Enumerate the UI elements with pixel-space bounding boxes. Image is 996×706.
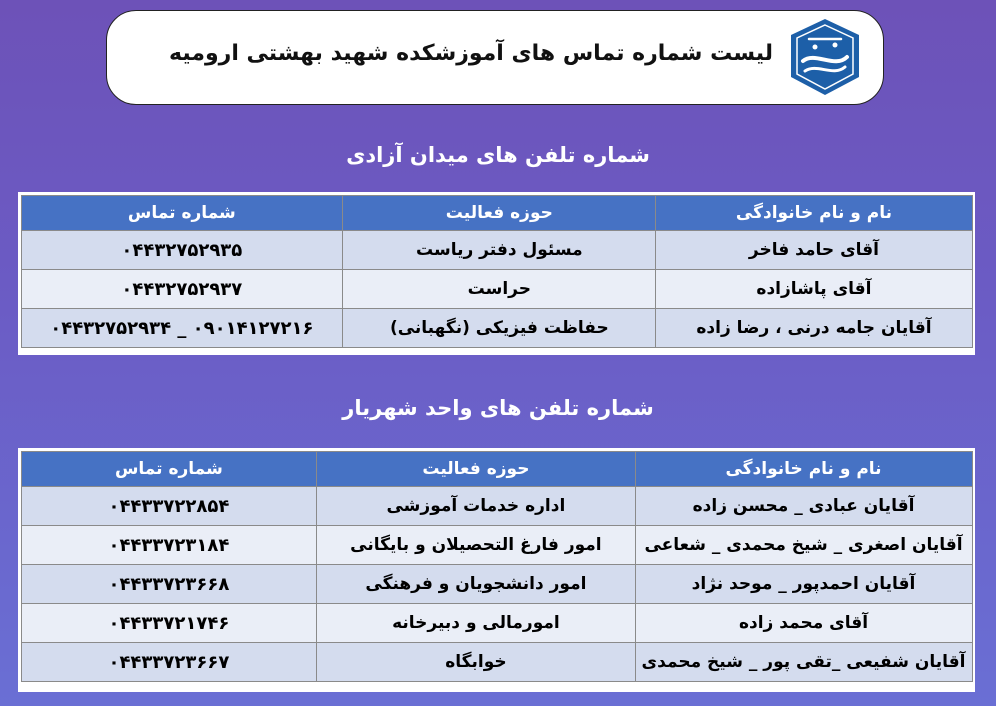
column-header-phone: شماره تماس (21, 196, 343, 231)
column-header-role: حوزه فعالیت (343, 196, 656, 231)
cell-phone: ۰۴۴۳۳۷۲۳۱۸۴ (21, 526, 317, 565)
table-row (21, 231, 972, 270)
column-header-phone: شماره تماس (21, 452, 317, 487)
cell-phone: ۰۴۴۳۳۷۲۲۸۵۴ (21, 487, 317, 526)
column-header-role: حوزه فعالیت (317, 452, 635, 487)
table-header-row (21, 196, 972, 231)
contacts-table-shahriar (21, 451, 973, 682)
cell-role: حراست (343, 270, 656, 309)
title-banner (106, 10, 884, 105)
university-logo-icon (785, 17, 865, 97)
cell-role: امور دانشجویان و فرهنگی (317, 565, 635, 604)
cell-role: امورمالی و دبیرخانه (317, 604, 635, 643)
cell-name: آقای حامد فاخر (656, 231, 972, 270)
cell-name: آقایان احمدپور _ موحد نژاد (635, 565, 972, 604)
cell-name: آقای پاشازاده (656, 270, 972, 309)
cell-name: آقایان جامه درنی ، رضا زاده (656, 309, 972, 348)
column-header-name: نام و نام خانوادگی (656, 196, 972, 231)
section-title-shahriar: شماره تلفن های واحد شهریار (342, 396, 654, 420)
cell-phone: ۰۹۰۱۴۱۲۷۲۱۶ _ ۰۴۴۳۲۷۵۲۹۳۴ (21, 309, 343, 348)
table-row (21, 565, 972, 604)
cell-role: مسئول دفتر ریاست (343, 231, 656, 270)
cell-phone: ۰۴۴۳۲۷۵۲۹۳۵ (21, 231, 343, 270)
cell-role: حفاظت فیزیکی (نگهبانی) (343, 309, 656, 348)
table-header-row (21, 452, 972, 487)
cell-name: آقایان شفیعی _تقی پور _ شیخ محمدی (635, 643, 972, 682)
column-header-name: نام و نام خانوادگی (635, 452, 972, 487)
cell-role: امور فارغ التحصیلان و بایگانی (317, 526, 635, 565)
table-row (21, 604, 972, 643)
cell-role: خوابگاه (317, 643, 635, 682)
contacts-table-azadi-panel (18, 192, 975, 355)
table-row (21, 643, 972, 682)
table-row (21, 309, 972, 348)
cell-phone: ۰۴۴۳۳۷۲۳۶۶۸ (21, 565, 317, 604)
contacts-table-azadi (21, 195, 973, 348)
table-row (21, 526, 972, 565)
cell-phone: ۰۴۴۳۳۷۲۳۶۶۷ (21, 643, 317, 682)
cell-phone: ۰۴۴۳۲۷۵۲۹۳۷ (21, 270, 343, 309)
cell-name: آقای محمد زاده (635, 604, 972, 643)
cell-name: آقایان اصغری _ شیخ محمدی _ شعاعی (635, 526, 972, 565)
cell-role: اداره خدمات آموزشی (317, 487, 635, 526)
table-row (21, 487, 972, 526)
table-row (21, 270, 972, 309)
contacts-table-shahriar-panel (18, 448, 975, 692)
cell-name: آقایان عبادی _ محسن زاده (635, 487, 972, 526)
page-title: لیست شماره تماس های آموزشکده شهید بهشتی ارومیه (169, 41, 773, 66)
section-title-azadi: شماره تلفن های میدان آزادی (346, 143, 650, 167)
cell-phone: ۰۴۴۳۳۷۲۱۷۴۶ (21, 604, 317, 643)
